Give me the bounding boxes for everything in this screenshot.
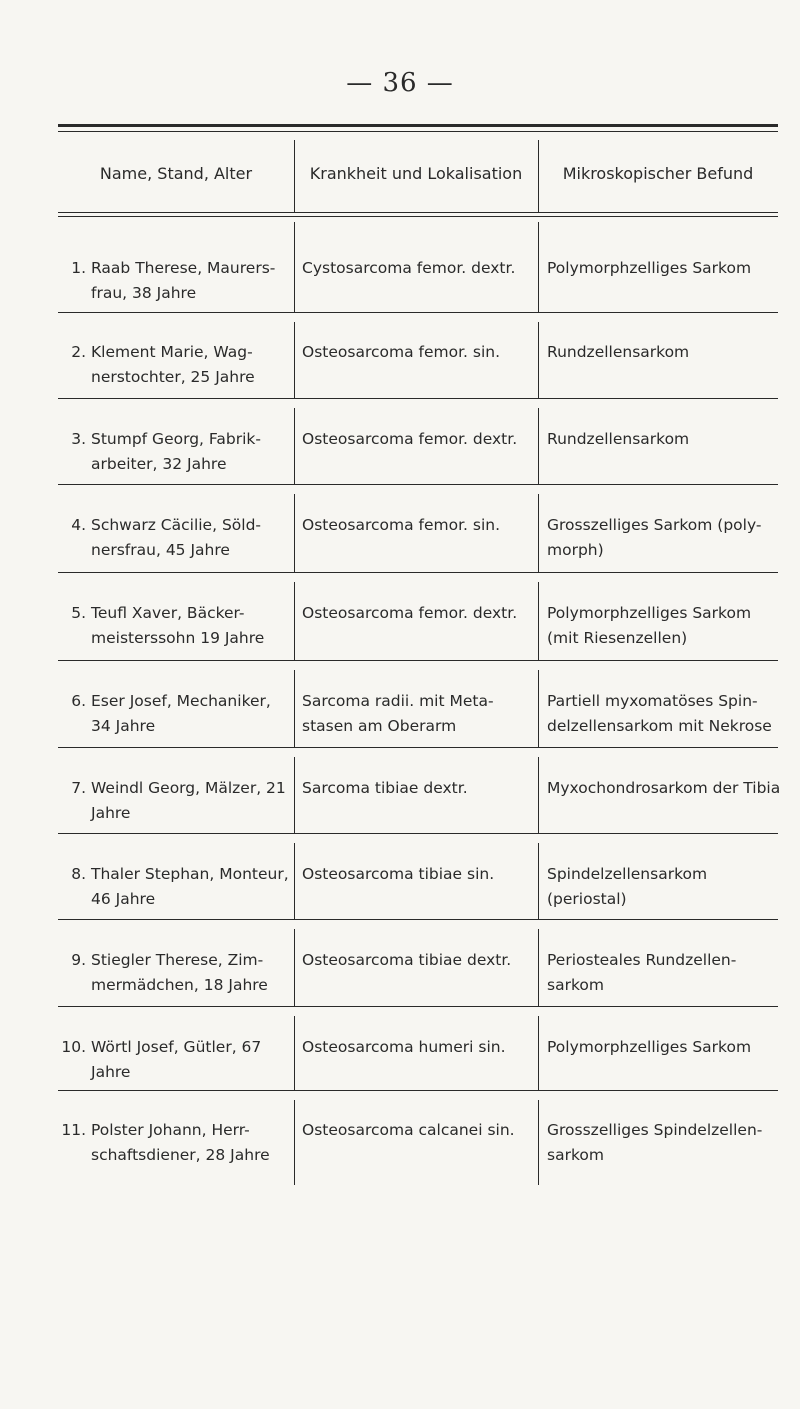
page-number: — 36 —	[346, 68, 454, 98]
column-divider	[538, 670, 539, 747]
row-number: 5.	[71, 604, 86, 622]
row-name: Thaler Stephan, Monteur, 46 Jahre	[91, 865, 289, 908]
row-name: Wörtl Josef, Gütler, 67 Jahre	[91, 1038, 262, 1081]
row-separator	[58, 484, 778, 485]
row-finding: Rundzellensarkom	[547, 430, 690, 448]
row-number: 11.	[61, 1121, 86, 1139]
row-finding: Grosszelliges Spindelzellen-sarkom	[547, 1121, 763, 1164]
row-number: 10.	[61, 1038, 86, 1056]
row-name: Stumpf Georg, Fabrik-arbeiter, 32 Jahre	[91, 430, 261, 473]
row-finding: Rundzellensarkom	[547, 343, 690, 361]
row-disease: Osteosarcoma calcanei sin.	[302, 1121, 515, 1139]
row-separator	[58, 919, 778, 920]
column-divider	[294, 1016, 295, 1090]
row-disease: Sarcoma tibiae dextr.	[302, 779, 468, 797]
row-separator	[58, 572, 778, 573]
row-separator	[58, 833, 778, 834]
column-divider	[538, 582, 539, 660]
row-separator	[58, 1090, 778, 1091]
column-divider	[294, 408, 295, 484]
row-name: Stiegler Therese, Zim-mermädchen, 18 Jahre	[91, 951, 268, 994]
row-finding: Grosszelliges Sarkom (poly-morph)	[547, 516, 762, 559]
row-disease: Osteosarcoma tibiae dextr.	[302, 951, 512, 969]
row-finding: Myxochondrosarkom der Tibia	[547, 779, 781, 797]
row-finding: Spindelzellensarkom (periostal)	[547, 865, 708, 908]
row-number: 2.	[71, 343, 86, 361]
column-divider	[294, 494, 295, 572]
header-disease: Krankheit und Lokalisation	[309, 164, 523, 183]
row-disease: Osteosarcoma tibiae sin.	[302, 865, 495, 883]
column-divider	[294, 929, 295, 1006]
column-divider	[538, 1100, 539, 1185]
row-finding: Polymorphzelliges Sarkom	[547, 259, 752, 277]
row-disease: Osteosarcoma femor. sin.	[302, 343, 501, 361]
column-divider	[538, 757, 539, 833]
row-finding: Periosteales Rundzellen-sarkom	[547, 951, 737, 994]
row-name: Weindl Georg, Mälzer, 21 Jahre	[91, 779, 286, 822]
column-divider	[538, 843, 539, 919]
column-divider	[294, 582, 295, 660]
header-divider-2	[538, 140, 539, 212]
row-name: Raab Therese, Maurers-frau, 38 Jahre	[91, 259, 276, 302]
row-name: Klement Marie, Wag-nerstochter, 25 Jahre	[91, 343, 255, 386]
row-number: 3.	[71, 430, 86, 448]
header-finding: Mikroskopischer Befund	[562, 164, 754, 183]
row-separator	[58, 398, 778, 399]
row-number: 1.	[71, 259, 86, 277]
column-divider	[538, 322, 539, 398]
row-number: 4.	[71, 516, 86, 534]
row-disease: Sarcoma radii. mit Meta-stasen am Oberarm	[302, 692, 494, 735]
row-disease: Cystosarcoma femor. dextr.	[302, 259, 516, 277]
column-divider	[538, 494, 539, 572]
row-finding: Polymorphzelliges Sarkom	[547, 1038, 752, 1056]
row-disease: Osteosarcoma femor. sin.	[302, 516, 501, 534]
top-rule-thin	[58, 131, 778, 132]
column-divider	[294, 757, 295, 833]
table-header	[58, 140, 778, 208]
row-name: Eser Josef, Mechaniker, 34 Jahre	[91, 692, 271, 735]
header-rule-2	[58, 216, 778, 217]
row-name: Schwarz Cäcilie, Söld-nersfrau, 45 Jahre	[91, 516, 262, 559]
row-name: Teufl Xaver, Bäcker-meisterssohn 19 Jahre	[91, 604, 265, 647]
row-number: 9.	[71, 951, 86, 969]
row-disease: Osteosarcoma femor. dextr.	[302, 604, 518, 622]
row-finding: Partiell myxomatöses Spin-delzellensarkom mit Nekrose	[547, 692, 772, 735]
header-divider-1	[294, 140, 295, 212]
row-number: 7.	[71, 779, 86, 797]
column-divider	[294, 843, 295, 919]
column-divider	[294, 670, 295, 747]
row-separator	[58, 312, 778, 313]
row-number: 6.	[71, 692, 86, 710]
row-name: Polster Johann, Herr-schaftsdiener, 28 Jahre	[91, 1121, 270, 1164]
row-separator	[58, 747, 778, 748]
column-divider	[538, 929, 539, 1006]
row-separator	[58, 1006, 778, 1007]
row-separator	[58, 660, 778, 661]
column-divider	[294, 322, 295, 398]
header-name: Name, Stand, Alter	[99, 164, 253, 183]
column-divider	[538, 222, 539, 312]
header-rule-1	[58, 212, 778, 213]
column-divider	[538, 1016, 539, 1090]
top-rule-thick	[58, 124, 778, 127]
row-disease: Osteosarcoma humeri sin.	[302, 1038, 506, 1056]
row-number: 8.	[71, 865, 86, 883]
column-divider	[538, 408, 539, 484]
row-disease: Osteosarcoma femor. dextr.	[302, 430, 518, 448]
row-finding: Polymorphzelliges Sarkom (mit Riesenzellen)	[547, 604, 752, 647]
column-divider	[294, 222, 295, 312]
column-divider	[294, 1100, 295, 1185]
